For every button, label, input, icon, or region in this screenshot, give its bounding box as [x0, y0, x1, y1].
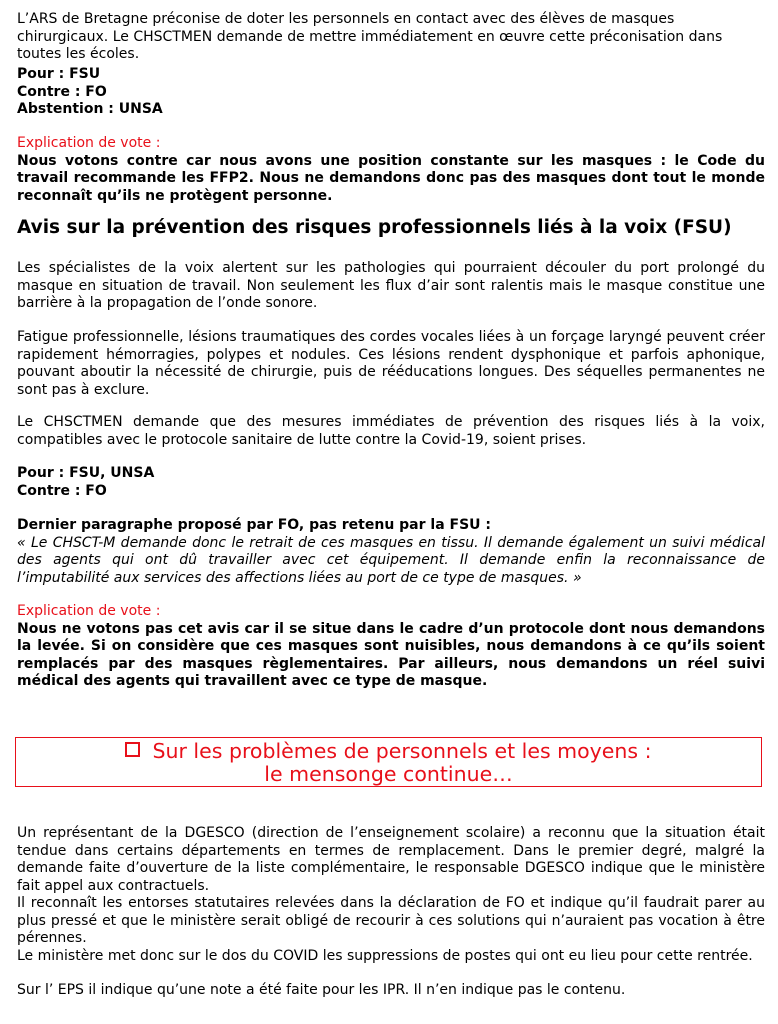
checkbox-icon — [125, 742, 140, 757]
paragraph-text: Un représentant de la DGESCO (direction de l’enseignement scolaire) a reconnu que la situation était tendue dans certains départements en termes de remplacement. Dans le premier degré, malgré la demande faite d’ouverture de la liste complémentaire, le responsable DGESCO indique que le ministère fait appel aux contractuels. — [17, 825, 765, 894]
paragraph-text: Le CHSCTMEN demande que des mesures immédiates de prévention des risques liés à la voix, compatibles avec le protocole sanitaire de lutte contre la Covid-19, soient prises. — [17, 414, 765, 448]
explanation-text: Nous votons contre car nous avons une position constante sur les masques : le Code du travail recommande les FFP2. Nous ne demandons donc pas des masques dont tout le monde reconnaît qu’ils ne protègent personne. — [17, 152, 765, 204]
vote-explanation-2 — [17, 603, 765, 691]
vote-explanation-1 — [17, 135, 765, 205]
voix-paragraph-1 — [17, 260, 765, 313]
banner-line-1 — [16, 740, 761, 763]
fo-proposal — [17, 517, 765, 587]
vote-contre: Contre : FO — [17, 482, 107, 499]
banner-line-2: le mensonge continue… — [264, 762, 513, 786]
fo-proposal-quote: « Le CHSCT-M demande donc le retrait de ces masques en tissu. Il demande également un suivi médical des agents qui ont dû travailler avec cet équipement. Il demande enfin la reconnaissance de l’imputabilité aux services des affections liées au port de ce type de masques. » — [17, 534, 765, 586]
explanation-label: Explication de vote : — [17, 603, 161, 619]
explanation-label: Explication de vote : — [17, 135, 161, 151]
vote-abstention: Abstention : UNSA — [17, 101, 163, 117]
personnels-paragraph-4 — [17, 982, 765, 1000]
vote-contre: Contre : FO — [17, 83, 107, 100]
paragraph-text: Le ministère met donc sur le dos du COVID les suppressions de postes qui ont eu lieu pour cette rentrée. — [17, 947, 753, 964]
paragraph-text: Sur l’ EPS il indique qu’une note a été faite pour les IPR. Il n’en indique pas le contenu. — [17, 982, 626, 998]
banner-text-1: Sur les problèmes de personnels et les moyens : — [152, 739, 652, 763]
section-banner-personnels — [15, 737, 762, 787]
explanation-text: Nous ne votons pas cet avis car il se situe dans le cadre d’un protocole dont nous demandons la levée. Si on considère que ces masques sont nuisibles, nous demandons à ce qu’ils soient remplacés par des masques règlementaires. Par ailleurs, nous demandons un réel suivi médical des agents qui travaillent avec ce type de masque. — [17, 620, 765, 689]
vote-result-2 — [17, 465, 765, 500]
vote-pour: Pour : FSU, UNSA — [17, 465, 155, 481]
section-title-voix: Avis sur la prévention des risques professionnels liés à la voix (FSU) — [17, 217, 732, 238]
paragraph-text: Il reconnaît les entorses statutaires relevées dans la déclaration de FO et indique qu’il faudrait parer au plus pressé et que le ministère serait obligé de recourir à ces solutions qui n’auraient pas vocation à être pérennes. — [17, 895, 765, 946]
fo-proposal-label: Dernier paragraphe proposé par FO, pas retenu par la FSU : — [17, 517, 492, 533]
voix-paragraph-3 — [17, 414, 765, 449]
vote-pour: Pour : FSU — [17, 66, 101, 82]
intro-block — [17, 11, 765, 64]
paragraph-text: Les spécialistes de la voix alertent sur les pathologies qui pourraient découler du port prolongé du masque en situation de travail. Non seulement les flux d’air sont ralentis mais le masque constitue une barrière à la propagation de l’onde sonore. — [17, 260, 765, 311]
paragraph-text: Fatigue professionnelle, lésions traumatiques des cordes vocales liées à un forçage laryngé peuvent créer rapidement hémorragies, polypes et nodules. Ces lésions rendent dysphonique et parfois aphonique, pouvant aboutir la nécessité de chirurgie, puis de rééducations longues. Des séquelles permanentes ne sont pas à exclure. — [17, 329, 765, 398]
vote-result-1 — [17, 66, 765, 119]
intro-text: L’ARS de Bretagne préconise de doter les personnels en contact avec des élèves de masques chirurgicaux. Le CHSCTMEN demande de mettre immédiatement en œuvre cette préconisation dans toutes les écoles. — [17, 11, 723, 62]
voix-paragraph-2 — [17, 329, 765, 399]
personnels-paragraph-1 — [17, 825, 765, 965]
